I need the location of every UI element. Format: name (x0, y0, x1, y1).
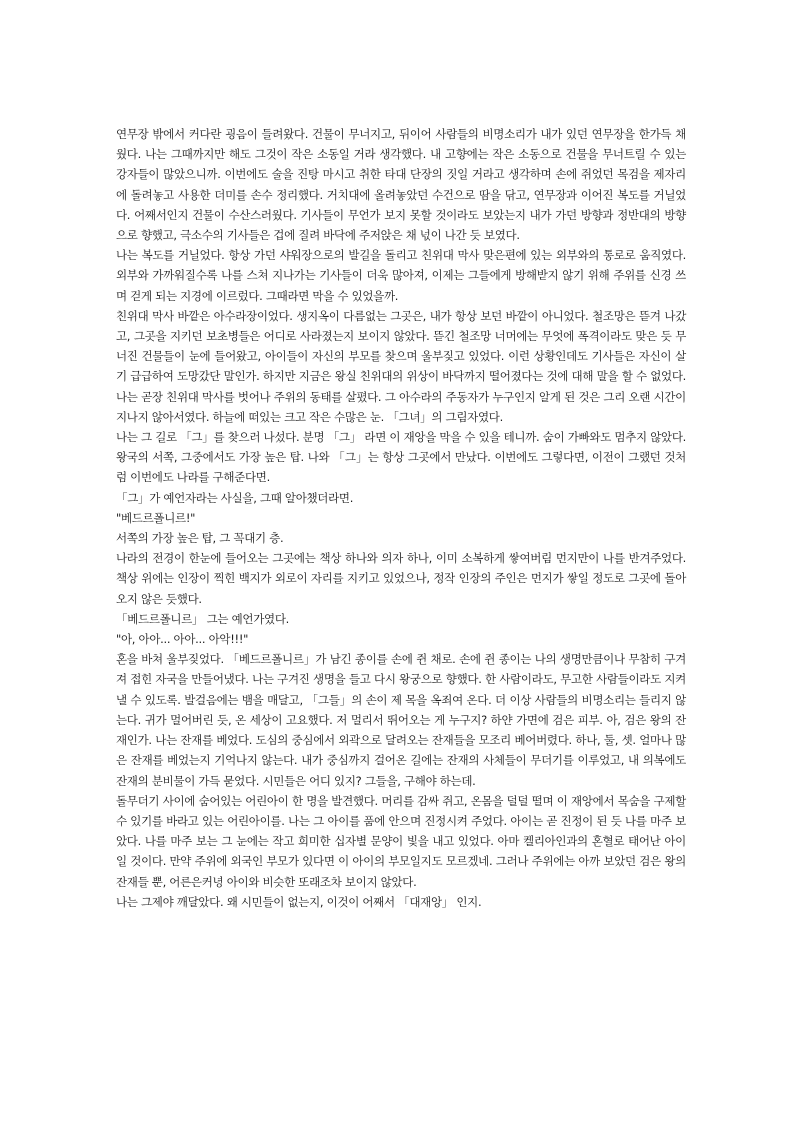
paragraph-10-dialogue: "아, 아아... 아아... 아악!!!" (116, 632, 249, 647)
paragraph-7: 서쪽의 가장 높은 탑, 그 꼭대기 층. (116, 531, 284, 546)
paragraph-12: 돌무더기 사이에 숨어있는 어린아이 한 명을 발견했다. 머리를 감싸 쥐고, 온몸을 덜덜 떨며 이 재앙에서 목숨을 구제할 수 있기를 바라고 있는 어린아이를. 나는 그 아이를 품에 안으며 진정시켜 주었다. 아이는 곧 진정이 된 듯 나를 마주 보았다. 나를 마주 보는 그 눈에는 작고 희미한 십자별 문양이 빛을 내고 있었다. 아마 켈리아인과의 혼혈로 태어난 아이일 것이다. 만약 주위에 외국인 부모가 있다면 이 아이의 부모일지도 모르겠네. 그러나 주위에는 아까 보았던 검은 왕의 잔재들 뿐, 어른은커녕 아이와 비슷한 또래조차 보이지 않았다. (116, 793, 686, 889)
paragraph-3: 친위대 막사 바깥은 아수라장이었다. 생지옥이 다름없는 그곳은, 내가 항상 보던 바깥이 아니었다. 철조망은 뜯겨 나갔고, 그곳을 지키던 보초병들은 어디로 사라졌는지 보이지 않았다. 뜯긴 철조망 너머에는 무엇에 폭격이라도 맞은 듯 무너진 건물들이 눈에 들어왔고, 아이들이 자신의 부모를 찾으며 울부짖고 있었다. 이런 상황인데도 기사들은 자신이 살기 급급하여 도망갔단 말인가. 하지만 지금은 왕실 친위대의 위상이 바닥까지 떨어졌다는 것에 대해 말을 할 수 없었다. 나는 곧장 친위대 막사를 벗어나 주위의 동태를 살폈다. 그 아수라의 주동자가 누구인지 알게 된 것은 그리 오랜 시간이 지나지 않아서였다. 하늘에 떠있는 크고 작은 수많은 눈. 「그녀」의 그림자였다. (116, 308, 686, 424)
paragraph-6-dialogue: "베드르폴니르!" (116, 510, 196, 525)
paragraph-1: 연무장 밖에서 커다란 굉음이 들려왔다. 건물이 무너지고, 뒤이어 사람들의 비명소리가 내가 있던 연무장을 한가득 채웠다. 나는 그때까지만 해도 그것이 작은 소동일 거라 생각했다. 내 고향에는 작은 소동으로 건물을 무너트릴 수 있는 강자들이 많았으니까. 이번에도 술을 진탕 마시고 취한 타대 단장의 짓일 거라고 생각하며 손에 쥐었던 목검을 제자리에 돌려놓고 사용한 더미를 손수 정리했다. 거치대에 올려놓았던 수건으로 땀을 닦고, 연무장과 이어진 복도를 거닐었다. 어째서인지 건물이 수산스러웠다. 기사들이 무언가 보지 못할 것이라도 보았는지 내가 가던 방향과 정반대의 방향으로 향했고, 극소수의 기사들은 겁에 질려 바닥에 주저앉은 채 넋이 나간 듯 보였다. (116, 127, 686, 243)
paragraph-2: 나는 복도를 거닐었다. 항상 가던 샤워장으로의 발길을 돌리고 친위대 막사 맞은편에 있는 외부와의 통로로 움직였다. 외부와 가까워질수록 나를 스쳐 지나가는 기사들이 더욱 많아져, 이제는 그들에게 방해받지 않기 위해 주위를 신경 쓰며 걷게 되는 지경에 이르렀다. 그때라면 막을 수 있었을까. (116, 248, 686, 303)
paragraph-5: 「그」가 예언자라는 사실을, 그때 알아챘더라면. (116, 490, 354, 505)
paragraph-9: 「베드르폴니르」 그는 예언가였다. (116, 611, 289, 626)
paragraph-11: 혼을 바쳐 울부짖었다. 「베드르폴니르」가 남긴 종이를 손에 쥔 채로. 손에 쥔 종이는 나의 생명만큼이나 무참히 구겨져 접힌 자국을 만들어냈다. 나는 구겨진 생명을 들고 다시 왕궁으로 향했다. 한 사람이라도, 무고한 사람들이라도 지켜낼 수 있도록. 발걸음에는 뱀을 매달고, 「그들」의 손이 제 목을 옥죄여 온다. 더 이상 사람들의 비명소리는 들리지 않는다. 귀가 멀어버린 듯, 온 세상이 고요했다. 저 멀리서 뛰어오는 게 누구지? 하얀 가면에 검은 피부. 아, 검은 왕의 잔재인가. 나는 잔재를 베었다. 도심의 중심에서 외곽으로 달려오는 잔재들을 모조리 베어버렸다. 하나, 둘, 셋. 얼마나 많은 잔재를 베었는지 기억나지 않는다. 내가 중심까지 걸어온 길에는 잔재의 사체들이 무더기를 이루었고, 내 의복에도 잔재의 분비물이 가득 묻었다. 시민들은 어디 있지? 그들을, 구해야 하는데. (116, 652, 686, 788)
document-page (116, 124, 686, 912)
paragraph-13: 나는 그제야 깨달았다. 왜 시민들이 없는지, 이것이 어째서 「대재앙」 인지. (116, 894, 482, 909)
paragraph-4: 나는 그 길로 「그」를 찾으러 나섰다. 분명 「그」 라면 이 재앙을 막을 수 있을 테니까. 숨이 가빠와도 멈추지 않았다. 왕국의 서쪽, 그중에서도 가장 높은 탑. 나와 「그」는 항상 그곳에서 만났다. 이번에도 그렇다면, 이전이 그랬던 것처럼 이번에도 나라를 구해준다면. (116, 430, 686, 485)
paragraph-8: 나라의 전경이 한눈에 들어오는 그곳에는 책상 하나와 의자 하나, 이미 소복하게 쌓여버림 먼지만이 나를 반겨주었다. 책상 위에는 인장이 찍힌 백지가 외로이 자리를 지키고 있었으나, 정작 인장의 주인은 먼지가 쌓일 정도로 그곳에 돌아오지 않은 듯했다. (116, 551, 686, 606)
